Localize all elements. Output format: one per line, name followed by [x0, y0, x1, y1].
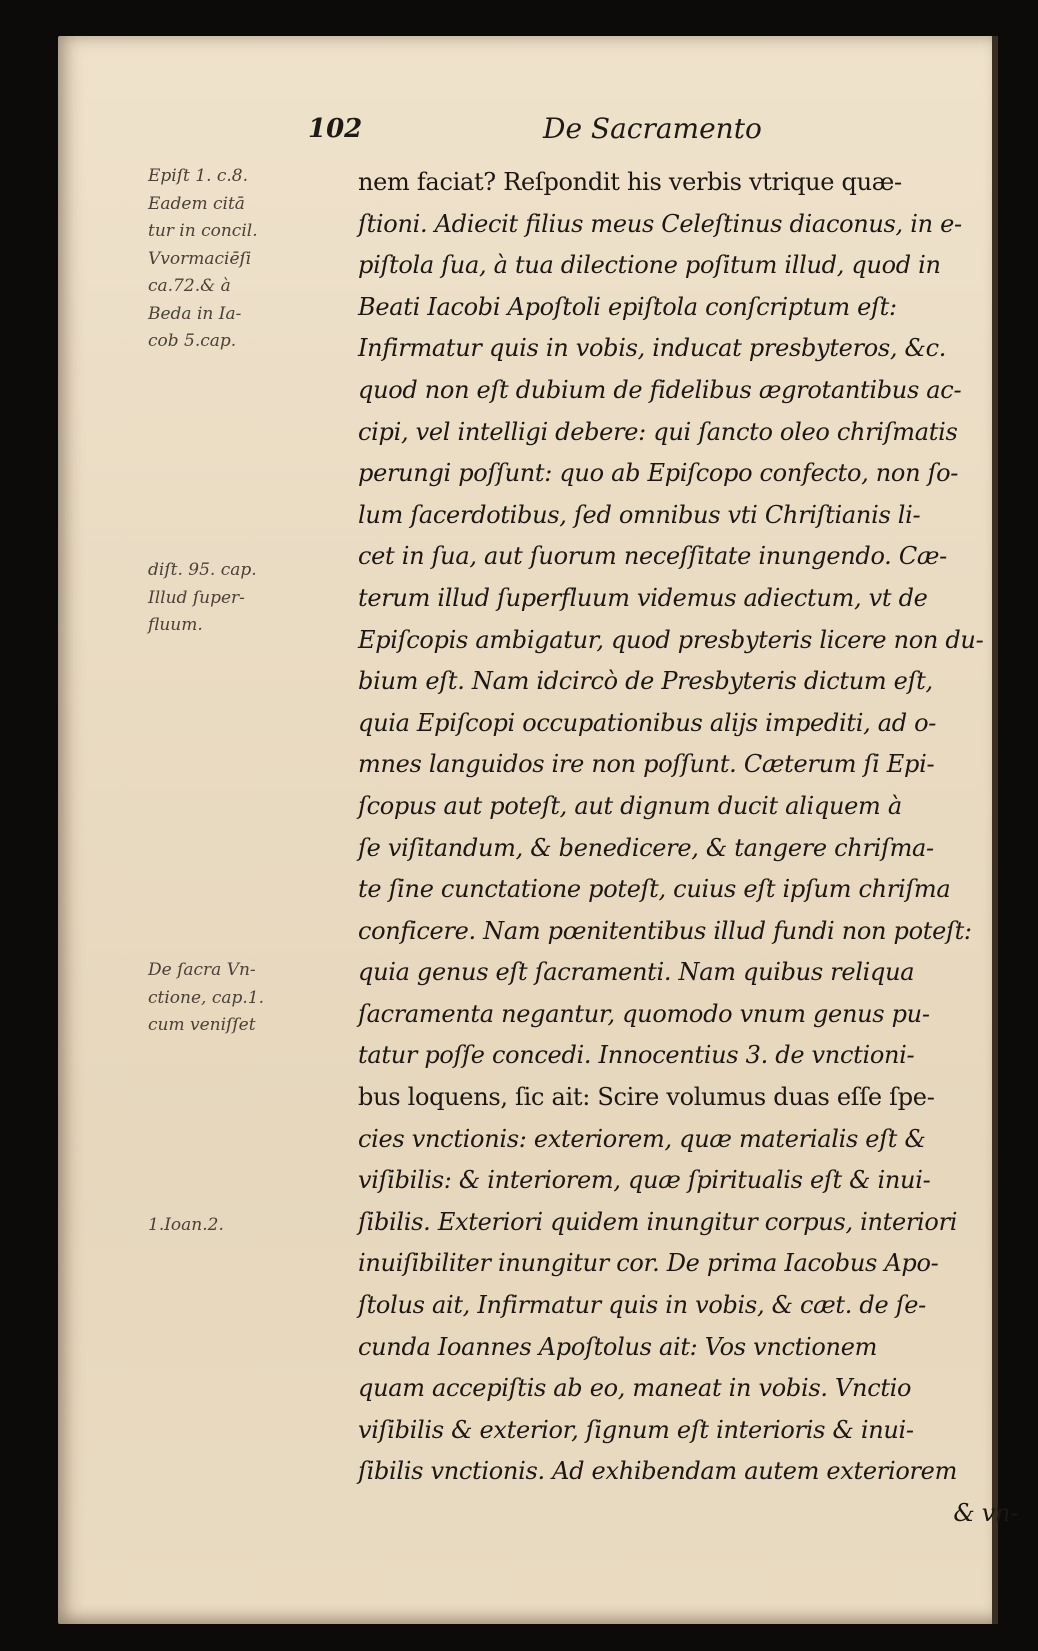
text-line: ſcopus aut poteſt, aut dignum ducit aliquem à: [358, 791, 902, 820]
margin-note: Epiſt 1. c.8. Eadem citā tur in concil. Vvormaciēſi ca.72.& à Beda in Ia- cob 5.cap.: [148, 166, 258, 351]
text-line: quia Epiſcopi occupationibus alijs impediti, ad o-: [358, 708, 937, 737]
text-line: terum illud ſuperfluum videmus adiectum, vt de: [358, 583, 928, 612]
running-head: De Sacramento: [543, 112, 762, 145]
body-text: [358, 162, 1038, 1535]
text-line: cet in ſua, aut ſuorum neceſſitate inungendo. Cæ-: [358, 542, 947, 571]
text-line: Epiſcopis ambigatur, quod presbyteris licere non du-: [358, 625, 984, 654]
text-line: cunda Ioannes Apoſtolus ait: Vos vnctionem: [358, 1332, 878, 1361]
text-line: viſibilis: & interiorem, quæ ſpiritualis eſt & inui-: [358, 1166, 931, 1195]
text-line: tatur poſſe concedi. Innocentius 3. de vnctioni-: [358, 1041, 915, 1070]
book-page: [58, 36, 1018, 1624]
margin-note: 1.Ioan.2.: [148, 1215, 224, 1235]
text-line: inuiſibiliter inungitur cor. De prima Iacobus Apo-: [358, 1249, 939, 1278]
text-line: ſtioni. Adiecit filius meus Celeſtinus diaconus, in e-: [358, 209, 962, 238]
page-number: 102: [308, 114, 363, 144]
text-line: ſibilis. Exteriori quidem inungitur corpus, interiori: [358, 1207, 958, 1236]
text-line: ſacramenta negantur, quomodo vnum genus pu-: [358, 999, 930, 1028]
text-line: conficere. Nam pœnitentibus illud fundi non poteſt:: [358, 916, 972, 945]
text-line: cies vnctionis: exteriorem, quæ materialis eſt &: [358, 1124, 926, 1153]
text-line: mnes languidos ire non poſſunt. Cæterum ſi Epi-: [358, 750, 935, 779]
margin-note: diſt. 95. cap. Illud ſuper- fluum.: [148, 560, 257, 635]
text-line: Infirmatur quis in vobis, inducat presbyteros, &c.: [358, 334, 947, 363]
text-line: viſibilis & exterior, ſignum eſt interioris & inui-: [358, 1415, 914, 1444]
text-line: quia genus eſt ſacramenti. Nam quibus reliqua: [358, 958, 915, 987]
margin-notes: [148, 36, 318, 1624]
catchword: & vn-: [953, 1499, 1018, 1527]
text-line: te ſine cunctatione poteſt, cuius eſt ipſum chriſma: [358, 875, 951, 904]
text-line: cipi, vel intelligi debere: qui ſancto oleo chriſmatis: [358, 417, 958, 446]
text-line: bus loquens, ſic ait: Scire volumus duas eſſe ſpe-: [358, 1083, 935, 1112]
text-line: Beati Iacobi Apoſtoli epiſtola conſcriptum eſt:: [358, 292, 897, 321]
text-line: ſe viſitandum, & benedicere, & tangere chriſma-: [358, 833, 934, 862]
page-header: [308, 114, 958, 154]
text-line: piſtola ſua, à tua dilectione poſitum illud, quod in: [358, 251, 941, 280]
text-line: quod non eſt dubium de fidelibus ægrotantibus ac-: [358, 375, 962, 404]
text-line: ſibilis vnctionis. Ad exhibendam autem exteriorem: [358, 1457, 958, 1486]
text-line: quam accepiſtis ab eo, maneat in vobis. Vnctio: [358, 1374, 912, 1403]
margin-note: De ſacra Vn- ctione, cap.1. cum veniſſet: [148, 960, 265, 1035]
text-line: perungi poſſunt: quo ab Epiſcopo confecto, non ſo-: [358, 459, 959, 488]
text-line: bium eſt. Nam idcircò de Presbyteris dictum eſt,: [358, 667, 933, 696]
text-line: lum ſacerdotibus, ſed omnibus vti Chriſtianis li-: [358, 500, 921, 529]
text-line: ſtolus ait, Infirmatur quis in vobis, & cæt. de ſe-: [358, 1291, 926, 1320]
text-line: nem faciat? Reſpondit his verbis vtrique quæ-: [358, 168, 902, 196]
